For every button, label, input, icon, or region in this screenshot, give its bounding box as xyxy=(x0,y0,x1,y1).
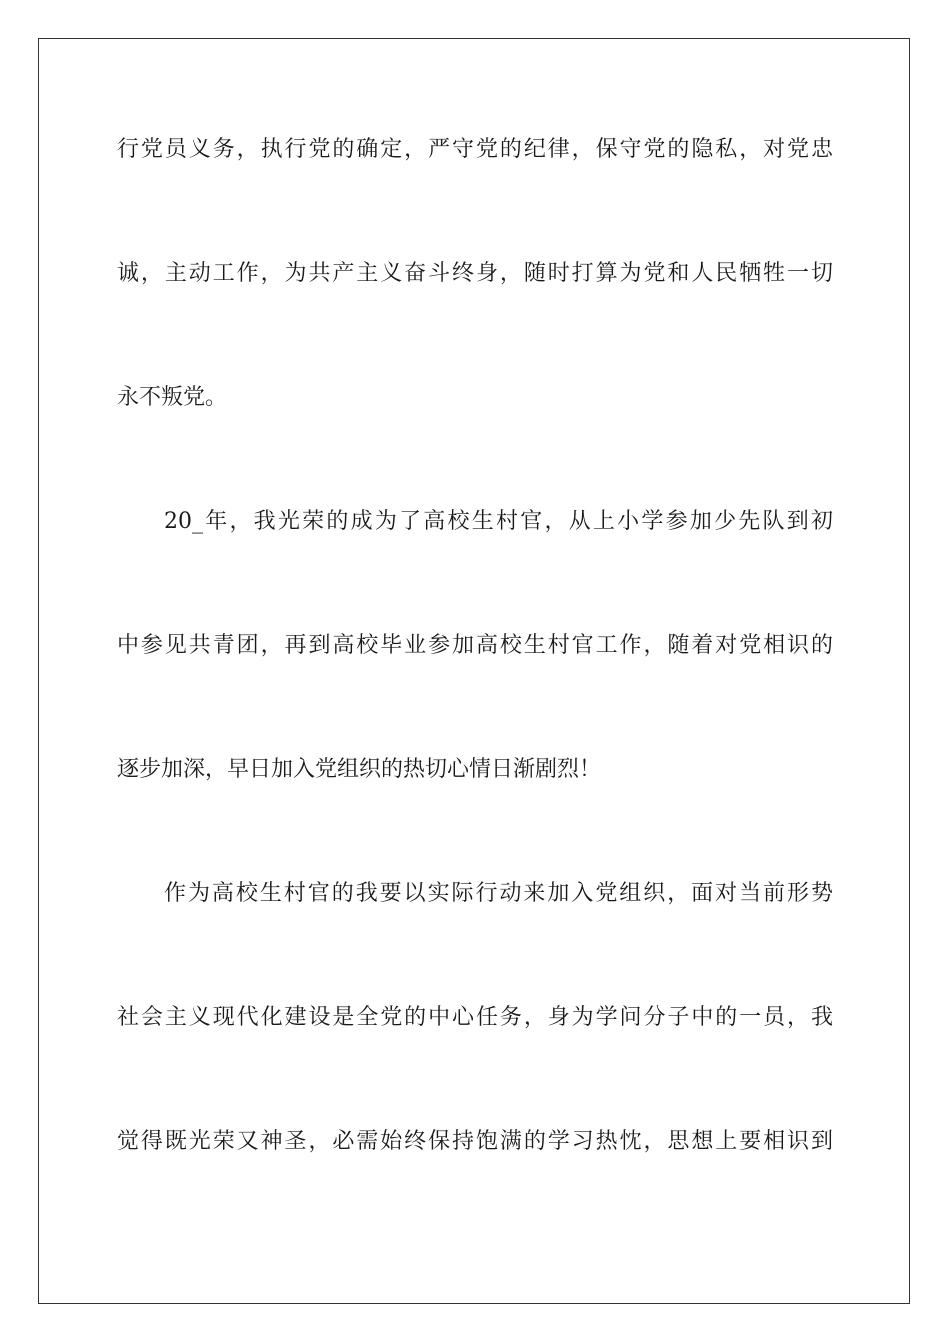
text-line-5: 中参见共青团，再到高校毕业参加高校生村官工作，随着对党相识的 xyxy=(117,633,833,658)
text-line-3: 永不叛党。 xyxy=(117,385,228,410)
text-line-7: 作为高校生村官的我要以实际行动来加入党组织，面对当前形势 xyxy=(164,881,833,906)
text-line-9: 觉得既光荣又神圣，必需始终保持饱满的学习热忱，思想上要相识到 xyxy=(117,1129,833,1154)
page-border xyxy=(38,38,910,1304)
text-line-1: 行党员义务，执行党的确定，严守党的纪律，保守党的隐私，对党忠 xyxy=(117,137,833,162)
text-line-8: 社会主义现代化建设是全党的中心任务，身为学问分子中的一员，我 xyxy=(117,1005,833,1030)
text-line-6: 逐步加深，早日加入党组织的热切心情日渐剧烈！ xyxy=(117,757,602,782)
text-line-4: 20_年，我光荣的成为了高校生村官，从上小学参加少先队到初 xyxy=(164,509,833,534)
text-line-2: 诚，主动工作，为共产主义奋斗终身，随时打算为党和人民牺牲一切 xyxy=(117,261,833,286)
